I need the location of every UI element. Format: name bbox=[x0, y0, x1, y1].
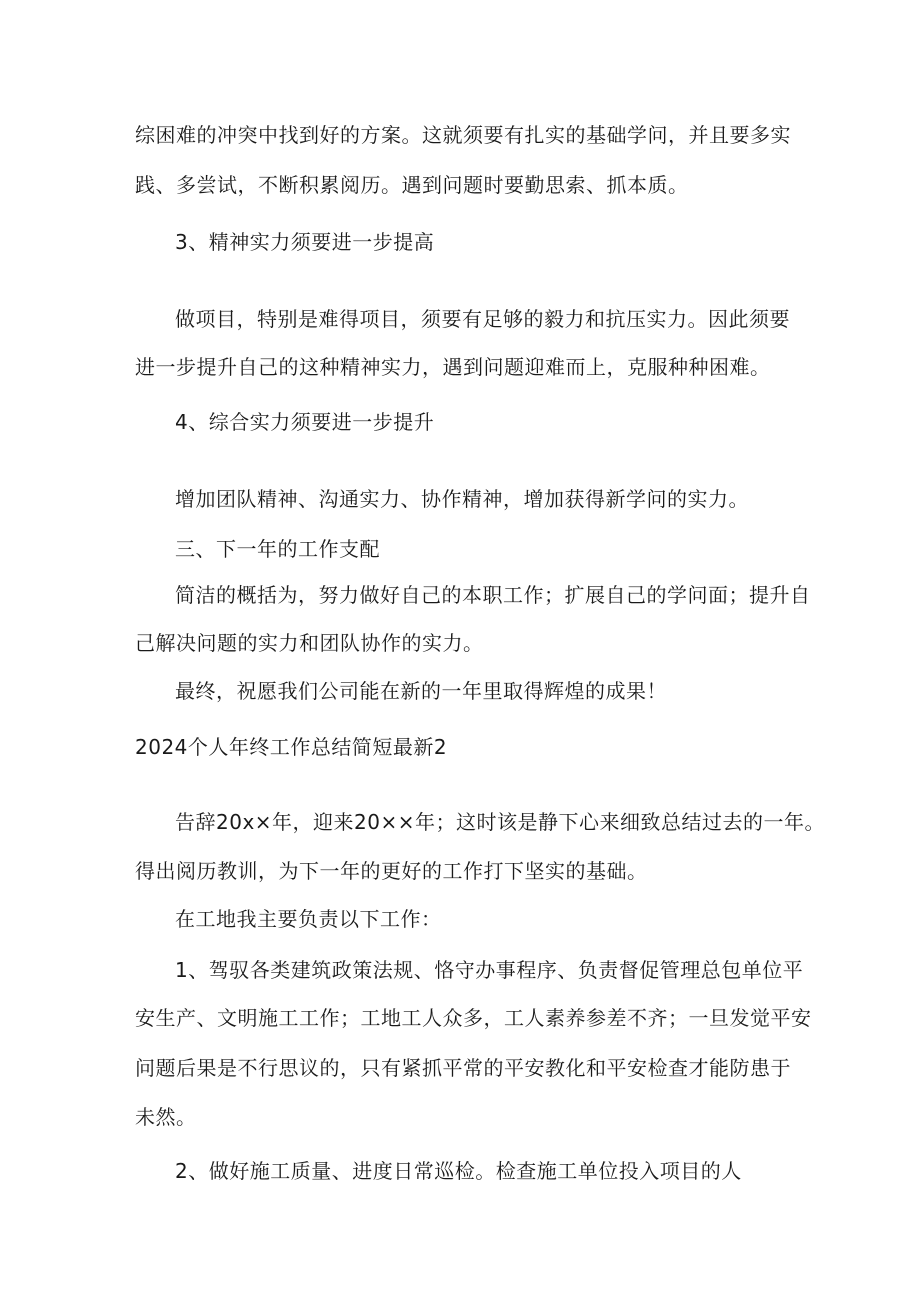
paragraph-line: 1、驾驭各类建筑政策法规、恪守办事程序、负责督促管理总包单位平 bbox=[175, 958, 804, 982]
article-title: 2024个人年终工作总结简短最新2 bbox=[135, 735, 448, 759]
paragraph-line: 安生产、文明施工工作；工地工人众多，工人素养参差不齐；一旦发觉平安 bbox=[135, 1006, 812, 1030]
paragraph-line: 做项目，特别是难得项目，须要有足够的毅力和抗压实力。因此须要 bbox=[175, 307, 790, 331]
paragraph-line: 未然。 bbox=[135, 1105, 197, 1129]
paragraph-line: 简洁的概括为，努力做好自己的本职工作；扩展自己的学问面；提升自 bbox=[175, 583, 811, 607]
paragraph-line: 最终，祝愿我们公司能在新的一年里取得辉煌的成果！ bbox=[175, 679, 667, 703]
section-heading: 4、综合实力须要进一步提升 bbox=[175, 410, 435, 434]
section-heading: 三、下一年的工作支配 bbox=[175, 537, 380, 561]
paragraph-line: 践、多尝试，不断积累阅历。遇到问题时要勤思索、抓本质。 bbox=[135, 173, 689, 197]
paragraph-line: 在工地我主要负责以下工作： bbox=[175, 907, 442, 931]
paragraph-line: 己解决问题的实力和团队协作的实力。 bbox=[135, 631, 484, 655]
paragraph-line: 问题后果是不行思议的，只有紧抓平常的平安教化和平安检查才能防患于 bbox=[135, 1056, 791, 1080]
paragraph-line: 告辞20x×年，迎来20××年；这时该是静下心来细致总结过去的一年。 bbox=[175, 810, 826, 834]
section-heading: 3、精神实力须要进一步提高 bbox=[175, 230, 435, 254]
paragraph-line: 得出阅历教训，为下一年的更好的工作打下坚实的基础。 bbox=[135, 859, 648, 883]
paragraph-line: 进一步提升自己的这种精神实力，遇到问题迎难而上，克服种种困难。 bbox=[135, 355, 771, 379]
paragraph-line: 2、做好施工质量、进度日常巡检。检查施工单位投入项目的人 bbox=[175, 1159, 742, 1183]
paragraph-line: 综困难的冲突中找到好的方案。这就须要有扎实的基础学问，并且要多实 bbox=[135, 123, 791, 147]
paragraph-line: 增加团队精神、沟通实力、协作精神，增加获得新学问的实力。 bbox=[175, 487, 749, 511]
